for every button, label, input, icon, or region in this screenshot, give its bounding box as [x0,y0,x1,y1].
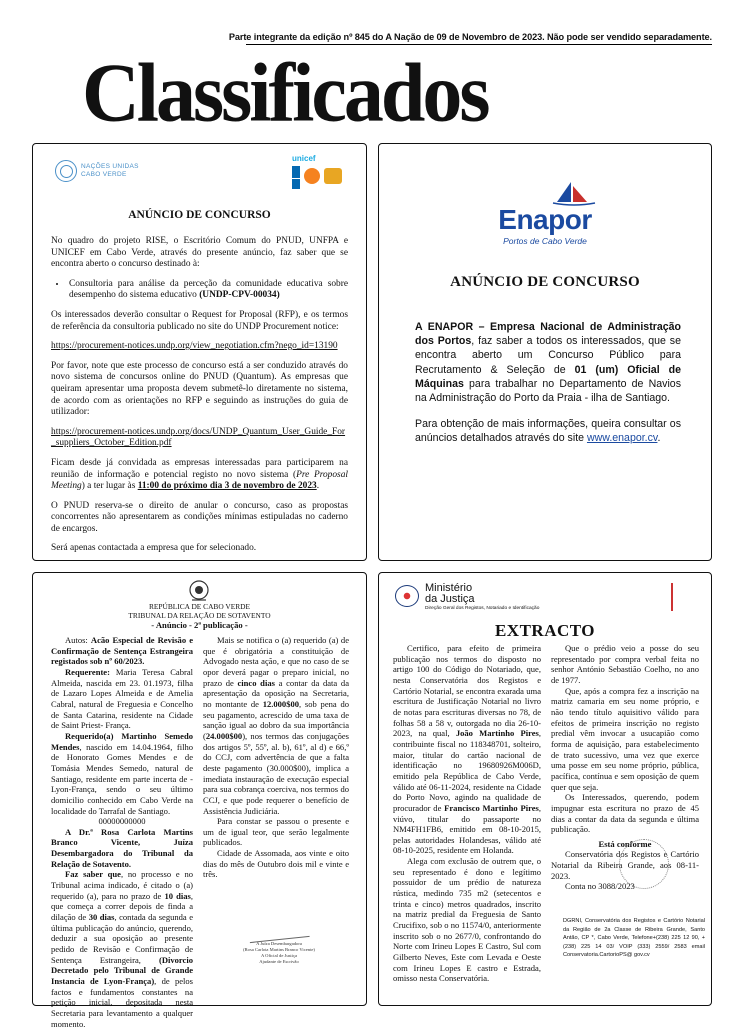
notary-stamp-icon [619,839,669,889]
tribunal-signature [229,925,329,991]
faz-days: 10 dias [164,890,191,901]
tribunal-mais [203,635,349,816]
enapor-body [415,320,681,458]
undp-p1: No quadro do projeto RISE, o Escritório Comum do PNUD, UNFPA e UNICEF em Cabo Verde, através do presente anúncio, faz saber que se encontra aberto o concurso destinado à: [51,236,348,270]
extracto-p5: Os Interessados, querendo, podem impugnar esta escritura no prazo de 45 dias a contar da data da segunda e última publicação. [551,792,699,835]
enapor-p1 [415,320,681,405]
un-name-2: CABO VERDE [81,171,127,178]
mais-a: Mais se notifica o (a) requerido (a) de que é obrigatória a constituição de Advogado nesta ação, e que no caso de se opor deverá pagar o preparo inicial, no prazo de [203,635,349,688]
extracto-p2: Alega com exclusão de outrem que, o seu representado é dono e legítimo possuidor de um prédio de natureza rústica, medindo 735 m2 (setecentos e trinta e cinco) metros quadrados, inscrito na matriz predial da Freguesia de Santo Crucifixo, sob o no 11574/0, anteriormente inscrito sob o no 2677/0, confrontando do Norte com Irineu Lopes E Castro, Sul com Gilberto Neves, Este com Levada e Oeste com Irineu Lopes E castro e Estrada, omisso nesta Conservatória. [393,856,541,984]
enapor-p1-bold2: 01 (um) Oficial de Máquinas [415,363,681,390]
partner-logos [292,154,348,190]
tribunal-col-1 [51,635,193,1029]
undp-p4-c: . [316,481,320,492]
undp-link-1[interactable]: https://procurement-notices.undp.org/view_negotiation.cfm?nego_id=13190 [51,341,338,352]
undp-bullet-code: (UNDP-CPV-00034) [199,290,280,301]
extracto-title: EXTRACTO [494,621,596,640]
edition-rule [246,44,712,45]
undp-p5: O PNUD reserva-se o direito de anular o concurso, caso as propostas concorrentes não apresentarem as condições mínimas estipuladas no caderno de encargos. [51,500,348,534]
faz-a: , no processo e no Tribunal acima indicado, é citado o (a) requerido (a), para no prazo de [51,869,193,901]
undp-link-2[interactable]: https://procurement-notices.undp.org/docs/UNDP_Quantum_User_Guide_For_suppliers_October_Edition.pdf [51,426,346,449]
undp-p4 [51,458,348,493]
tribunal-faz [51,869,193,1029]
masthead-title: Classificados [82,47,488,140]
enapor-ad [378,143,712,561]
undp-logo-lower-icon [292,179,300,189]
extracto-conservatoria: Conservatória dos Registos e Cartório Notarial da Ribeira Grande, aos 08-11-2023. [551,849,699,881]
tribunal-cidade: Cidade de Assomada, aos vinte e oito dias do mês de Outubro dois mil e vinte e três. [203,848,349,880]
mais-d: ), nos termos das conjugações dos artigos 5º, 55º, al. b), 61º, al d) e 66,º do CCJ, com advertência de que a falta deste pagamento (30.000$00), implica a imediata instauração de execução especial para sua cobrança coerciva, nos termos do CCJ, e que pode requerer o benefício de Assistência Judiciária. [203,730,349,816]
autos-text: Acão Especial de Revisão e Confirmação de Sentença Estrangeira registados sob nº 60/2023. [51,635,193,667]
undp-ad [32,143,367,561]
ministry-sub: Direção Geral dos Registos, Notariado e Identificação [425,606,540,611]
undp-bullet-list [51,279,348,302]
enapor-wordmark: Enapor [498,204,592,235]
mais-five-days: cinco dias [237,677,275,688]
req1-label: Requerente: [65,666,110,677]
tribunal-header [33,603,366,629]
mais-b: a contar da data da apresentação da oposição na Secretaria, no montante de [203,677,350,709]
un-name-1: NAÇÕES UNIDAS [81,163,139,170]
edition-note: Parte integrante da edição nº 845 do A Nação de 09 de Novembro de 2023. Não pode ser vendido separadamente. [228,32,712,42]
unicef-logo: unicef [292,154,316,163]
undp-p3: Por favor, note que este processo de concurso está a ser conduzido através do novo sistema de concursos online do PNUD (Quantum). As empresas que queiram apresentar uma proposta devem submetê-lo diretamente no sistema, de acordo com as orientações no RFP e seguindo as instruções do guia de utilizador: [51,360,348,418]
faz-divorce: (Divorcio Decretado pelo Tribunal de Grande Instancia de Lyon-França) [51,954,193,986]
ministry-name-1: Ministério [425,582,473,594]
signature-scribble [248,922,309,943]
mais-c: , sob pena do seu pagamento, acrescido de uma taxa de sanção igual ao dobro da sua importância ( [203,698,349,741]
enapor-p2-text: Para obtenção de mais informações, queira consultar os anúncios detalhados através do site [415,418,681,445]
ua-logo-icon [324,168,342,184]
un-logo [55,160,145,184]
undp-bullet-text: Consultoria para análise da perceção da comunidade educativa sobre desempenho do sistema educativo [69,278,348,301]
extracto-p4: Que, após a compra fez a inscrição na matriz camaria em seu nome próprio, e não tendo título aquisitivo válido para efeitos de primeira inscrição no registo predial vêm invocar a usucapião como forma de aquisição, para estabelecimento de trato sucessivo, uma vez que exerce uma posse em seu nome próprio, pública, pacífica, contínua e sem oposição de quem quer que seja. [551,685,699,792]
extracto-footer: DGRNI, Conservatória dos Registos e Cartório Notarial da Região de 2a Classe de Ribeira Grande, Santo Antão, CP *, Cabo Verde, Telefone+(238) 225 12 90, +(238) 225 14 03/ VOIP (333) 2559/ 2583 email Conservatoria.CartorioPS@ gov.cv [563,918,705,959]
extracto-col-1 [393,643,541,984]
extracto-conforme: Está conforme [598,838,652,849]
faz-d: , de pelos factos e fundamentos constantes na petição inicial, depositada nesta Secretaria para levantamento a qualquer momento. [51,976,193,1029]
undp-p2: Os interessados deverão consultar o Request for Proposal (RFP), e os termos de referência da consultoria publicado no site do UNDP Procurement notice: [51,309,348,332]
extracto-p1-name: João Martinho Pires [455,728,539,739]
undp-p4-italic: Pre Proposal Meeting [51,469,348,492]
undp-p4-date: 11:00 do próximo dia 3 de novembro de 2023 [137,481,317,492]
un-globe-icon [55,160,77,182]
enapor-logo [379,174,711,254]
tribunal-para: Para constar se passou o presente e um de igual teor, que serão legalmente publicados. [203,816,349,848]
tribunal-ad [32,572,367,1029]
undp-title: ANÚNCIO DE CONCURSO [128,209,271,221]
enapor-p1-bold: A ENAPOR – Empresa Nacional de Administração dos Portos [415,321,681,348]
faz-label: Faz saber que [65,869,121,880]
ministry-name-2: da Justiça [425,593,475,605]
undp-p4-b: ) a ter lugar às [81,481,138,492]
enapor-p1-b: para trabalhar no Departamento de Navios na Administração do Porto da Praia - ilha de Santiago. [415,377,681,405]
extracto-p1 [393,643,541,856]
faz-days30: 30 dias [88,912,115,923]
enapor-p1-a: , faz saber a todos os interessados, que se encontra aberto um Concurso Público para Recrutamento & Seleção de [415,335,681,376]
tribunal-req1 [51,667,193,731]
tribunal-zeros: 00000000000 [98,816,146,827]
mais-amount: 12.000$00 [262,698,300,709]
req1-text: Maria Teresa Cabral Almeida, nascida em 23. 01.1973, filha de Lazaro Lopes Almeida e de Amelia Cabral, natural de Freguesia e Concelho de Santa Catarina, residente na Cidade de Saint Priest- França. [51,666,193,731]
enapor-tagline: Portos de Cabo Verde [503,236,587,246]
req2-text: , nascido em 14.04.1964, filho de Honorato Gomes Mendes e de Tomásia Mendes Semedo, natural de Santiago, residente em parte incerta de - Lyon-França, sendo o seu último domicilio conhecido em Cabo Verde na localidade do Tarrafal de Santiago. [51,741,193,816]
autos-label: Autos: [65,635,91,645]
tribunal-head-3: - Anúncio - 2ª publicação - [151,619,248,630]
extracto-p1-b: , contribuinte fiscal no 118348701, solteiro, maior, titular do cartão nacional de identificação no 19680926M006D, emitido pela República de Cabo Verde, válido até 06-11-2024, residente na Cidade do Porto Novo, agindo na qualidade de procurador de [393,728,541,813]
tribunal-col-2 [203,635,349,880]
ministry-seal-icon [395,585,419,607]
tribunal-judge: A Dr.ª Rosa Carlota Martins Branco Vicente, Juíza Desembargadora do Tribunal da Relação de Sotavento. [51,826,193,869]
enapor-p2 [415,417,681,445]
tribunal-head-1: REPÚBLICA DE CABO VERDE [148,602,251,611]
undp-bullet [67,279,348,302]
undp-logo-icon [292,166,300,178]
ministry-logo [395,581,605,615]
tribunal-head-2: TRIBUNAL DA RELAÇÃO DE SOTAVENTO [128,610,271,620]
req2-label: Requerido(a) Martinho Semedo Mendes [51,730,193,752]
extracto-p1-name2: Francisco Martinho Pires [444,802,539,813]
enapor-title: ANÚNCIO DE CONCURSO [450,274,640,290]
faz-b: , que começa a correr depois de finda a dilação de [51,890,193,923]
extracto-p1-c: , viúvo, titular do passaporte no NM4FH1FB6, emitido em 08-10-2015, pelas autoridades Holandesas, válido até 08-10-2025, residente em Holanda. [393,802,541,856]
sig-line-1: A Juíza Desembargadora [256,941,302,946]
unfpa-logo-icon [304,168,320,184]
sig-line-3: A Oficial de Justiça [260,953,298,958]
corner-logo-icon [671,583,697,611]
mais-amount2: 24.000$00 [205,730,243,741]
undp-body [51,236,348,563]
enapor-site-link[interactable]: www.enapor.cv [586,432,658,445]
ship-icon [549,180,599,206]
coat-of-arms-icon [188,579,210,603]
sig-line-2: (Rosa Carlota Martins Branco Vicente) [243,947,315,952]
undp-p6: Será apenas contactada a empresa que for selecionado. [51,543,257,554]
extracto-p3: Que o prédio veio a posse do seu representado por compra verbal feita no senhor António Sebastião Coelho, no ano de 1977. [551,643,699,685]
faz-c: , contada da segunda e última publicação do anúncio, querendo, deduzir a sua oposição ao presente pedido de Revisão e Confirmação de Sentença Estrangeira, [51,912,193,965]
sig-line-4: Ajudante de Escrivão [259,959,299,964]
extracto-p1-a: Certifico, para efeito de primeira publicação nos termos do disposto no artigo 100 do Código do Notariado, que, nesta Conservatória dos Registos e Cartório Notarial, se encontra exarada uma escritura de Justificação Notarial no livro de notas para escrituras diversas no 78, de folhas 58 a 58 v, outorgada no dia 26-10-2023, na qual, [393,643,541,739]
extracto-ad [378,572,712,1006]
tribunal-autos [51,635,193,667]
extracto-conta: Conta no 3088/2023 [565,881,635,892]
undp-p4-a: Ficam desde já convidada as empresas interessadas para participarem na reunião de informação e potencial registo no novo sistema ( [51,457,348,480]
enapor-p2-end: . [657,432,661,445]
edition-bar [0,30,744,44]
tribunal-req2 [51,731,193,816]
